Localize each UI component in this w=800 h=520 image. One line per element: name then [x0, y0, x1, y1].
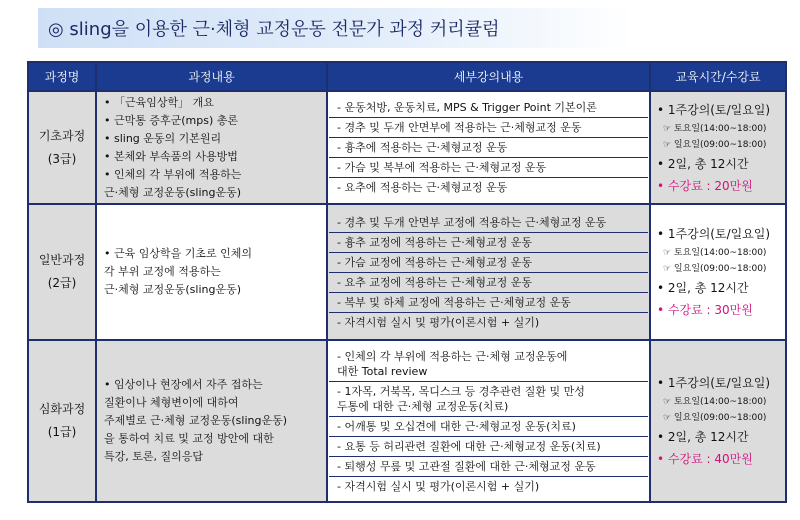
- content-item: • 인체의 각 부위에 적용하는: [104, 167, 242, 181]
- saturday-hours: ☞ 토요일(14:00~18:00): [663, 397, 767, 407]
- header-course-name: 과정명: [28, 62, 96, 91]
- detail-item: - 흉추 교정에 적용하는 근·체형교정 운동: [329, 233, 648, 253]
- detail-item: [329, 347, 648, 382]
- saturday-hours: ☞ 토요일(14:00~18:00): [663, 123, 767, 134]
- content-item: 을 통하여 치료 및 교정 방안에 대한: [104, 432, 274, 445]
- schedule-text: • 1주강의(토/일요일): [657, 227, 771, 241]
- curriculum-table: [27, 61, 787, 503]
- sunday-hours: ☞ 일요일(09:00~18:00): [663, 139, 767, 150]
- course-name: 심화과정: [38, 402, 86, 416]
- content-item: 특강, 토론, 질의응답: [104, 450, 203, 463]
- header-time-fee: 교육시간/수강료: [650, 62, 786, 91]
- schedule-text: • 1주강의(토/일요일): [657, 102, 771, 117]
- course-name: 일반과정: [38, 253, 86, 267]
- detail-item: - 요추 교정에 적용하는 근·체형교정 운동: [329, 273, 648, 293]
- detail-item: - 흉추에 적용하는 근·체형교정 운동: [329, 138, 648, 158]
- content-item: • 근육 임상학을 기초로 인체의: [104, 247, 252, 260]
- fee-text: • 수강료 : 30만원: [657, 303, 753, 317]
- sunday-hours: ☞ 일요일(09:00~18:00): [663, 264, 767, 274]
- detail-item: - 가슴 및 복부에 적용하는 근·체형교정 운동: [329, 158, 648, 178]
- detail-item: - 경추 및 두개 안면부 교정에 적용하는 근·체형교정 운동: [329, 213, 648, 233]
- page-title: ◎ sling을 이용한 근·체형 교정운동 전문가 과정 커리큘럼: [48, 19, 500, 40]
- table-row: [28, 340, 786, 502]
- fee-text: • 수강료 : 20만원: [657, 178, 753, 193]
- sunday-hours: ☞ 일요일(09:00~18:00): [663, 413, 767, 423]
- course-content-cell: [96, 204, 327, 340]
- course-level-cell: [28, 91, 96, 204]
- detail-item: - 복부 및 하체 교정에 적용하는 근·체형교정 운동: [329, 293, 648, 313]
- detail-item: [329, 382, 648, 417]
- content-item: • 「근육임상학」 개요: [104, 95, 214, 109]
- table-row: [28, 91, 786, 204]
- detail-item: - 요추에 적용하는 근·체형교정 운동: [337, 181, 508, 194]
- detail-item: - 자격시험 실시 및 평가(이론시험 + 실기): [337, 479, 540, 493]
- lecture-details-cell: [327, 91, 650, 204]
- content-item: 근·체형 교정운동(sling운동): [104, 283, 242, 296]
- time-fee-cell: [650, 91, 786, 204]
- detail-item: - 가슴 교정에 적용하는 근·체형교정 운동: [329, 253, 648, 273]
- content-item: 주제별로 근·체형 교정운동(sling운동): [104, 414, 288, 427]
- content-item: 질환이나 체형변이에 대하여: [104, 396, 239, 409]
- course-level-cell: [28, 204, 96, 340]
- fee-text: • 수강료 : 40만원: [657, 452, 753, 466]
- course-name: 기초과정: [38, 128, 86, 143]
- lecture-details-cell: [327, 340, 650, 502]
- title-banner: [38, 8, 632, 48]
- total-hours: • 2일, 총 12시간: [657, 430, 749, 444]
- header-course-content: 과정내용: [96, 62, 327, 91]
- content-item: 각 부위 교정에 적용하는: [104, 265, 221, 278]
- content-item: • 본체와 부속품의 사용방법: [104, 149, 238, 163]
- detail-item: - 어깨통 및 오십견에 대한 근·체형교정 운동(치료): [329, 417, 648, 437]
- course-content-cell: [96, 91, 327, 204]
- content-item: 근·체형 교정운동(sling운동): [104, 185, 242, 199]
- detail-line: 두통에 대한 근·체형 교정운동(치료): [337, 399, 509, 413]
- detail-item: - 퇴행성 무릎 및 고관절 질환에 대한 근·체형교정 운동: [329, 457, 648, 477]
- course-grade: (1급): [47, 425, 77, 439]
- total-hours: • 2일, 총 12시간: [657, 281, 749, 295]
- detail-item: - 요통 등 허리관련 질환에 대한 근·체형교정 운동(치료): [329, 437, 648, 457]
- schedule-text: • 1주강의(토/일요일): [657, 376, 771, 390]
- detail-item: - 운동처방, 운동치료, MPS & Trigger Point 기본이론: [329, 98, 648, 118]
- detail-item: - 자격시험 실시 및 평가(이론시험 + 실기): [337, 315, 540, 329]
- course-grade: (3급): [47, 151, 77, 166]
- total-hours: • 2일, 총 12시간: [657, 156, 749, 171]
- header-lecture-details: 세부강의내용: [327, 62, 650, 91]
- time-fee-cell: [650, 340, 786, 502]
- content-item: • 근막통 증후군(mps) 총론: [104, 113, 238, 127]
- content-item: • sling 운동의 기본원리: [104, 131, 222, 145]
- course-content-cell: [96, 340, 327, 502]
- time-fee-cell: [650, 204, 786, 340]
- detail-line: 대한 Total review: [337, 364, 428, 378]
- course-grade: (2급): [47, 276, 77, 290]
- table-row: [28, 204, 786, 340]
- detail-line: - 인체의 각 부위에 적용하는 근·체형 교정운동에: [337, 349, 568, 363]
- saturday-hours: ☞ 토요일(14:00~18:00): [663, 248, 767, 258]
- lecture-details-cell: [327, 204, 650, 340]
- content-item: • 임상이나 현장에서 자주 접하는: [104, 378, 263, 391]
- detail-item: - 경추 및 두개 안면부에 적용하는 근·체형교정 운동: [329, 118, 648, 138]
- detail-line: - 1자목, 거북목, 목디스크 등 경추관련 질환 및 만성: [337, 384, 585, 398]
- course-level-cell: [28, 340, 96, 502]
- header-row: [28, 62, 786, 91]
